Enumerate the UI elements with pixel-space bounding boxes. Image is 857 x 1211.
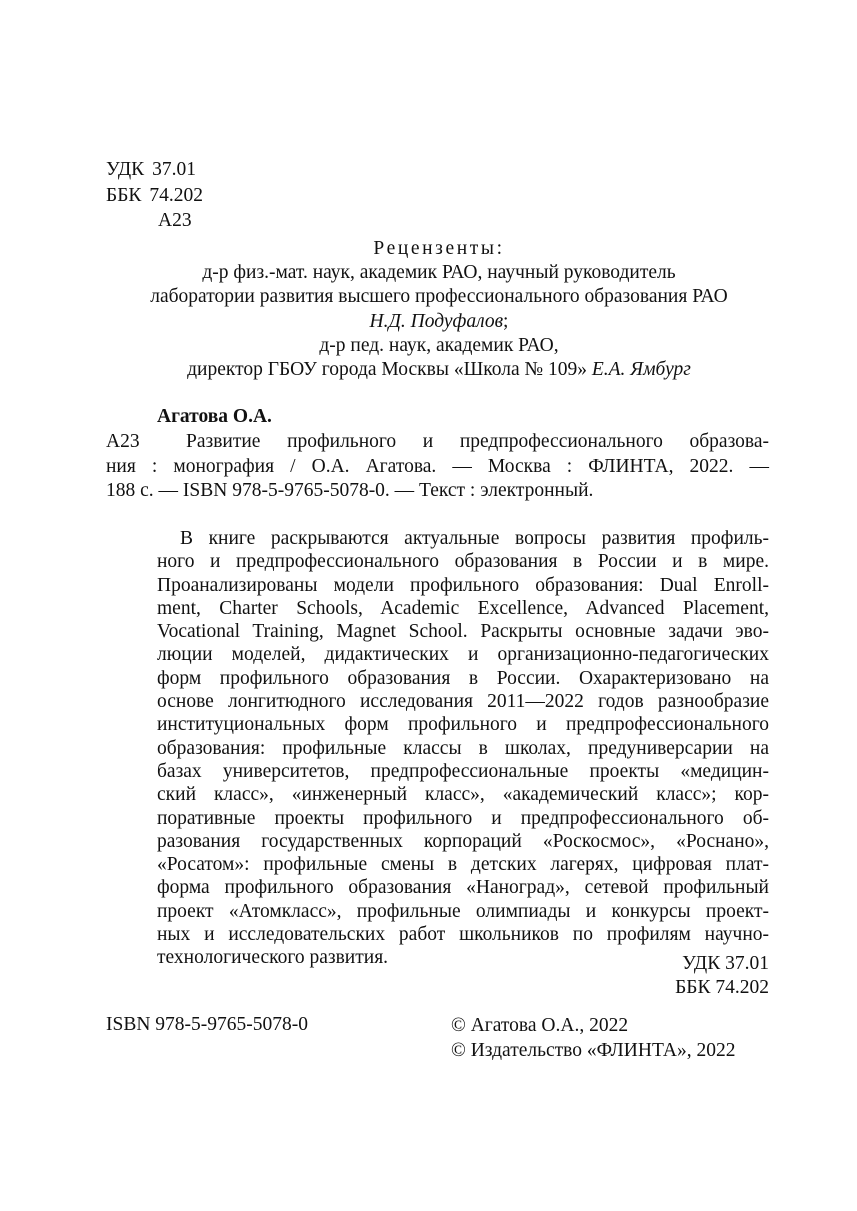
abstract-line: форма профильного образования «Наноград», сетевой профильный	[157, 877, 769, 899]
bibliographic-line: Развитие профильного и предпрофессионального образова-	[186, 431, 769, 452]
bibliographic-mark: А23	[106, 431, 140, 452]
reviewer2-line	[106, 358, 772, 382]
abstract-line: Vocational Training, Magnet School. Раскрыты основные задачи эво-	[157, 621, 769, 643]
abstract-line: институциональных форм профильного и предпрофессионального	[157, 714, 769, 736]
abstract-line: образования: профильные классы в школах, предуниверсарии на	[157, 737, 769, 759]
abstract-line: ский класс», «инженерный класс», «академический класс»; кор-	[157, 784, 769, 806]
reviewer1-line	[106, 310, 772, 334]
isbn: ISBN 978-5-9765-5078-0	[106, 1014, 309, 1035]
abstract-line: В книге раскрываются актуальные вопросы развития профиль-	[180, 528, 769, 549]
abstract-line: Проанализированы модели профильного образования: Dual Enroll-	[157, 574, 769, 596]
author-heading: Агатова О.А.	[157, 406, 272, 427]
abstract-line: разования государственных корпораций «Роскосмос», «Роснано»,	[157, 830, 769, 852]
abstract-line: «Росатом»: профильные смены в детских лагерях, цифровая плат-	[157, 854, 769, 876]
abstract-line: проект «Атомкласс», профильные олимпиады и конкурсы проект-	[157, 900, 769, 922]
footer-bbk: ББК 74.202	[675, 977, 769, 998]
abstract-line: ного и предпрофессионального образования в России и в мире.	[157, 551, 769, 573]
copyright-author: © Агатова О.А., 2022	[451, 1015, 629, 1036]
abstract-line: ment, Charter Schools, Academic Excellence, Advanced Placement,	[157, 597, 769, 619]
reviewer2-credentials: д-р пед. наук, академик РАО,	[319, 334, 559, 356]
udk-row	[106, 157, 203, 183]
reviewers-block	[106, 237, 772, 382]
copyright-block	[451, 1013, 735, 1063]
copyright-publisher: © Издательство «ФЛИНТА», 2022	[451, 1040, 736, 1061]
bbk-row	[106, 183, 203, 209]
abstract-line: люции моделей, дидактических и организационно-педагогических	[157, 644, 769, 666]
reviewer1-name: Н.Д. Подуфалов	[369, 310, 504, 332]
reviewer2-name: Е.А. Ямбург	[591, 358, 691, 380]
reviewer1-credentials: д-р физ.-мат. наук, академик РАО, научный руководитель	[202, 262, 676, 284]
abstract-line: форм профильного образования в России. Охарактеризовано на	[157, 667, 769, 689]
footer-udk: УДК 37.01	[682, 953, 769, 974]
abstract-line: ных и исследовательских работ школьников по профилям научно-	[157, 924, 769, 946]
reviewer2-position: директор ГБОУ города Москвы «Школа № 109»	[187, 358, 587, 380]
abstract-line: базах университетов, предпрофессиональные проекты «медицин-	[157, 760, 769, 782]
abstract-line: поративные проекты профильного и предпрофессионального об-	[157, 807, 769, 829]
abstract-line: основе лонгитюдного исследования 2011—2022 годов разнообразие	[157, 691, 769, 713]
bbk-label: ББК	[106, 184, 142, 206]
bibliographic-line: 188 с. — ISBN 978-5-9765-5078-0. — Текст : электронный.	[106, 480, 594, 501]
udk-label: УДК	[106, 159, 145, 180]
classification-codes	[106, 157, 203, 234]
reviewer1-affiliation: лаборатории развития высшего профессионального образования РАО	[150, 286, 728, 308]
reviewers-heading: Рецензенты:	[373, 238, 505, 259]
udk-value: 37.01	[152, 159, 197, 180]
abstract-line: технологического развития.	[157, 947, 389, 969]
footer-codes	[675, 952, 769, 1000]
abstract	[106, 527, 769, 970]
bibliographic-line: ния : монография / О.А. Агатова. — Москва : ФЛИНТА, 2022. —	[106, 455, 769, 477]
author-mark: А23	[158, 210, 192, 231]
bbk-value: 74.202	[149, 184, 204, 206]
reviewer1-separator: ;	[503, 310, 509, 332]
